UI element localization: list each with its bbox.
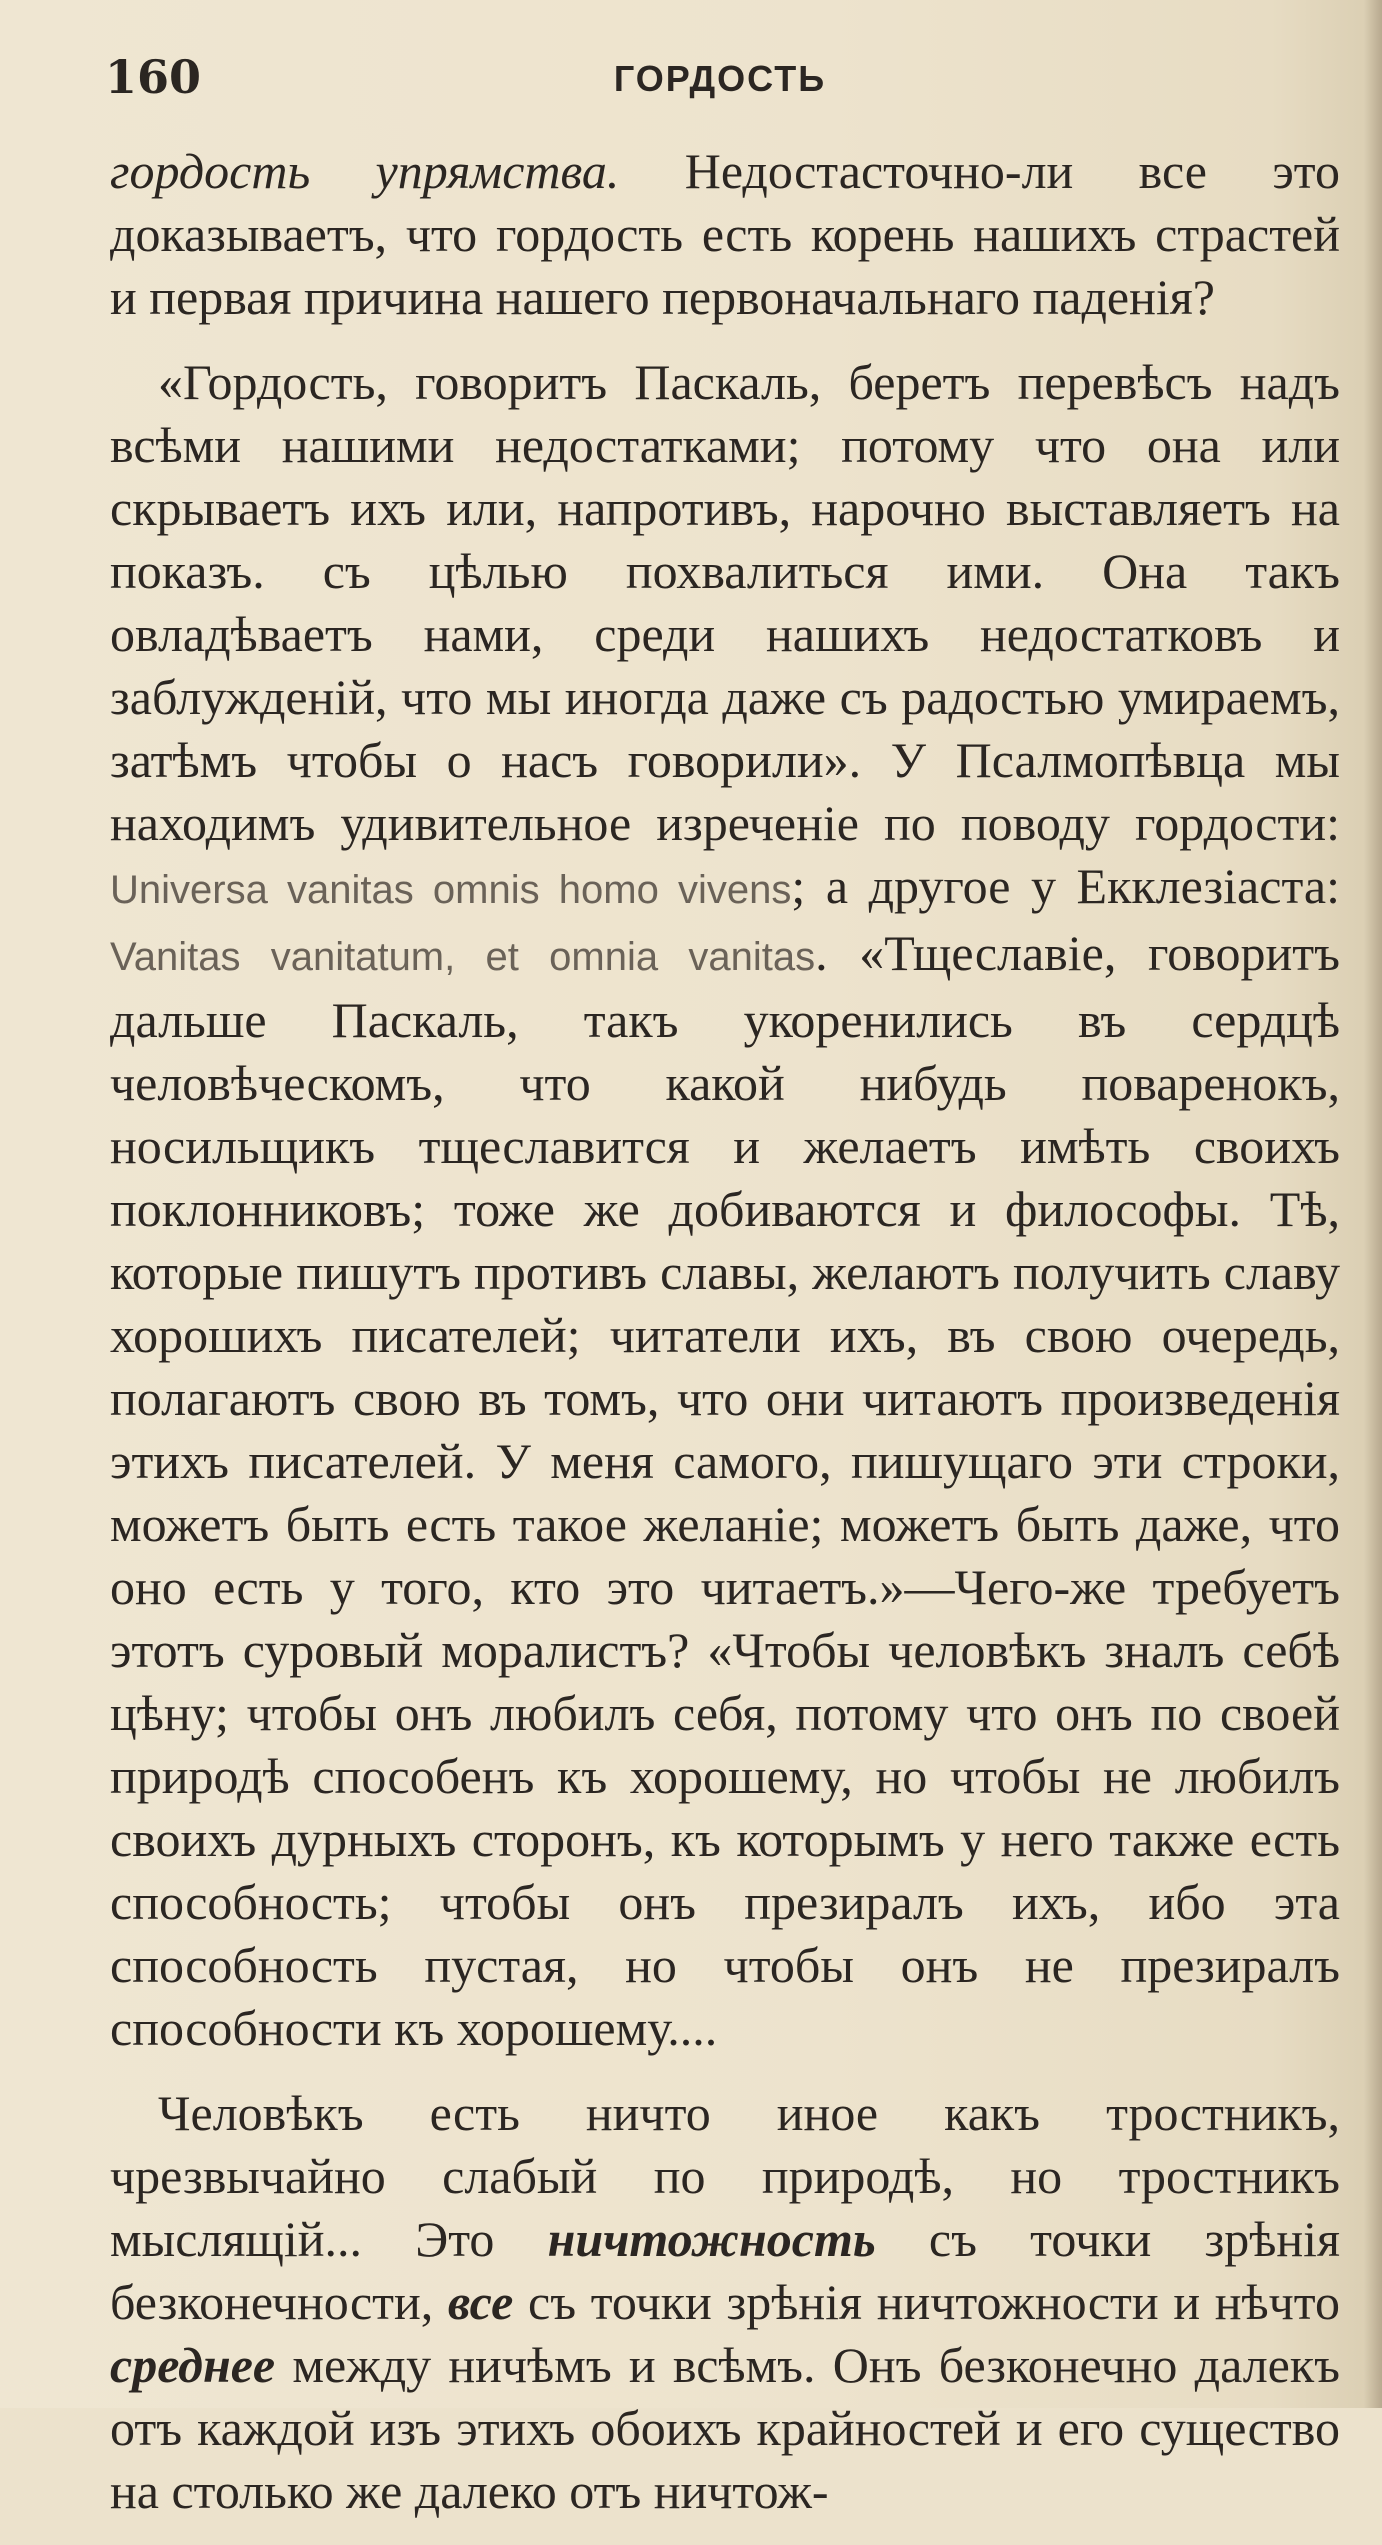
- paragraph-text: между ничѣмъ и всѣмъ. Онъ безконечно далекъ отъ каждой изъ этихъ обоихъ крайностей и его существо на столько же далеко отъ ничтож-: [110, 2337, 1340, 2519]
- paragraph-2: [110, 351, 1340, 2060]
- paragraph-1: [110, 140, 1340, 329]
- paragraph-text: . «Тщеславіе, говоритъ дальше Паскаль, такъ укоренились въ сердцѣ человѣческомъ, что какой нибудь поваренокъ, носильщикъ тщеславится и желаетъ имѣть своихъ поклонниковъ; тоже же добиваются и философы. Тѣ, которые пишутъ противъ славы, желаютъ получить славу хорошихъ писателей; читатели ихъ, въ свою очередь, полагаютъ свою въ томъ, что они читаютъ произведенія этихъ писателей. У меня самого, пишущаго эти строки, можетъ быть есть такое желаніе; можетъ быть даже, что оно есть у того, кто это читаетъ.»—Чего-же требуетъ этотъ суровый моралистъ? «Чтобы человѣкъ зналъ себѣ цѣну; чтобы онъ любилъ себя, потому что онъ по своей природѣ способенъ къ хорошему, но чтобы не любилъ своихъ дурныхъ сторонъ, къ которымъ у него также есть способность; чтобы онъ презиралъ ихъ, ибо эта способность пустая, но чтобы онъ не презиралъ способности къ хорошему....: [110, 925, 1340, 2056]
- body-text: [110, 140, 1340, 2545]
- paragraph-text: Человѣкъ есть ничто иное какъ тростникъ, чрезвычайно слабый по природѣ, но тростникъ мыслящій... Это: [110, 2085, 1340, 2267]
- paragraph-text: съ точки зрѣнія безконечности,: [110, 2211, 1341, 2330]
- italic-word-all: все: [447, 2274, 514, 2330]
- paragraph-text: «Гордость, говоритъ Паскаль, беретъ перевѣсъ надъ всѣми нашими недостатками; потому что она или скрываетъ ихъ или, напротивъ, нарочно выставляетъ на показъ. съ цѣлью похвалиться ими. Она такъ овладѣваетъ нами, среди нашихъ недостатковъ и заблужденій, что мы иногда даже съ радостью умираемъ, затѣмъ чтобы о насъ говорили». У Псалмопѣвца мы находимъ удивительное изреченіе по поводу гордости:: [110, 354, 1340, 851]
- paragraph-text: съ точки зрѣнія ничтожности и нѣчто: [513, 2274, 1340, 2330]
- italic-word-nothingness: ничтожность: [547, 2211, 876, 2267]
- paragraph-text: ; а другое у Екклезіаста:: [791, 858, 1340, 914]
- latin-quote-psalmist: Universa vanitas omnis homo vivens: [110, 868, 792, 912]
- italic-word-middle: среднее: [110, 2337, 276, 2393]
- latin-quote-ecclesiastes: Vanitas vanitatum, et omnia vanitas: [110, 935, 816, 979]
- running-title: ГОРДОСТЬ: [613, 58, 827, 99]
- page-edge-shadow: [1364, 0, 1382, 2408]
- page-number: 160: [105, 50, 202, 104]
- italic-phrase: гордость упрямства.: [110, 143, 620, 199]
- paragraph-3: [110, 2082, 1340, 2523]
- paragraph-text: Недостасточно-ли все это доказываетъ, что гордость есть корень нашихъ страстей и первая причина нашего первоначальнаго паденія?: [110, 143, 1340, 325]
- page-header: [105, 50, 1335, 110]
